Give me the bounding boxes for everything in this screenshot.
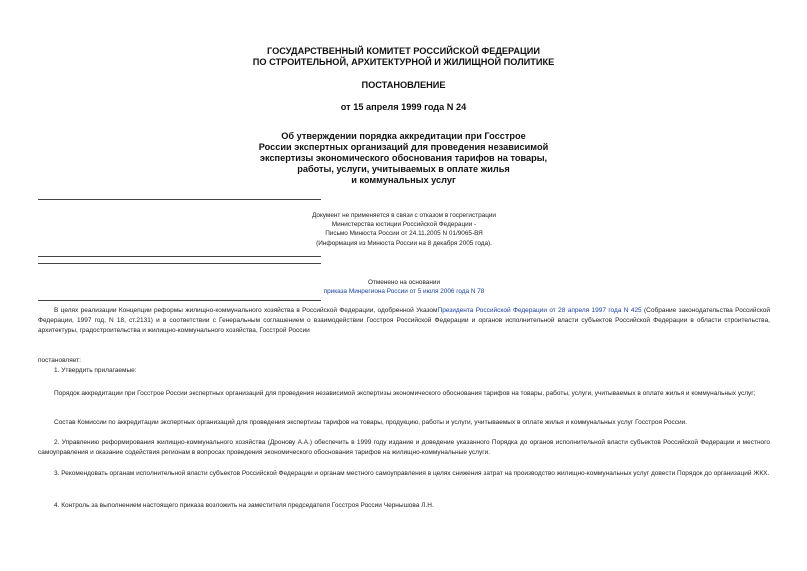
divider xyxy=(38,300,321,301)
item-1-procedure: Порядок аккредитации при Госстрое России экспертных организаций для проведения независимой экспертизы экономического обоснования тарифов на товары, работы, услуги, учитываемых в оплате жилья и коммунальных услуг; xyxy=(54,390,756,397)
status-note-line-3: Письмо Минюста России от 24.11.2005 N 01/9065-ВЯ xyxy=(325,230,483,238)
divider xyxy=(38,199,321,200)
resolves-label: постановляет: xyxy=(38,357,81,364)
issuer-line-2: ПО СТРОИТЕЛЬНОЙ, АРХИТЕКТУРНОЙ И ЖИЛИЩНОЙ ПОЛИТИКЕ xyxy=(252,57,555,67)
preamble-text-start: В целях реализации Концепции реформы жилищно-коммунального хозяйства в Российской Федерации, одобренной Указом xyxy=(54,307,438,314)
divider xyxy=(38,256,321,257)
status-note-line-2: Министерства юстиции Российской Федерации - xyxy=(331,221,477,229)
issuer-line-1: ГОСУДАРСТВЕННЫЙ КОМИТЕТ РОССИЙСКОЙ ФЕДЕРАЦИИ xyxy=(267,46,540,56)
cancel-note xyxy=(200,278,608,296)
divider xyxy=(38,263,321,264)
presidential-decree-link[interactable]: Президента Российской Федерации от 28 апреля 1997 года N 425 xyxy=(437,307,642,314)
item-3: 3. Рекомендовать органам исполнительной власти субъектов Российской Федерации и органам местного самоуправления в целях снижения затрат на производство жилищно-коммунальных услуг довести Порядок до организаций ЖКХ. xyxy=(54,470,770,477)
document-date-number: от 15 апреля 1999 года N 24 xyxy=(340,102,467,112)
item-4: 4. Контроль за выполнением настоящего приказа возложить на заместителя председателя Госстроя России Чернышова Л.Н. xyxy=(54,502,434,509)
status-note-line-1: Документ не применяется в связи с отказом в госрегистрации xyxy=(311,212,497,219)
status-note-line-4: (Информация из Минюста России на 8 декабря 2005 года). xyxy=(316,239,492,247)
title-line-4: работы, услуги, учитываемых в оплате жилья xyxy=(297,164,510,174)
preamble-text-end: (Собрание законодательства Российской Федерации, 1997 год, N 18, ст.2131) и в соответствии с Генеральным соглашением о взаимодействии Госстроя Российской Федерации и органов исполнительной власти субъектов Российской Федерации в области строительства, архитектуры, градостроительства и жилищно-коммунального хозяйства, Госстрой России xyxy=(38,307,770,335)
title-line-1: Об утверждении порядка аккредитации при Госстрое xyxy=(281,131,526,141)
title-line-5: и коммунальных услуг xyxy=(351,175,456,185)
title-line-2: России экспертных организаций для проведения независимой xyxy=(258,142,549,152)
item-1: 1. Утвердить прилагаемые: xyxy=(54,367,137,374)
title-line-3: экспертизы экономического обоснования тарифов на товары, xyxy=(259,153,548,163)
document-type: ПОСТАНОВЛЕНИЕ xyxy=(361,80,446,90)
cancel-order-link[interactable]: приказа Минрегиона России от 5 июля 2006 года N 78 xyxy=(323,288,485,296)
cancel-note-text: Отменено на основании xyxy=(367,279,441,286)
status-note xyxy=(200,211,608,248)
item-1-commission: Состав Комиссии по аккредитации экспертных организаций для проведения экспертизы тарифов на товары, продукцию, работы и услуги, учитываемых в оплате жилья и коммунальных услуг Госстроя России. xyxy=(54,419,688,426)
item-2: 2. Управлению реформирования жилищно-коммунального хозяйства (Дронову А.А.) обеспечить в 1999 году издание и доведение указанного Порядка до органов исполнительной власти субъектов Российской Федерации и местного самоуправления и оказание содействия регионам в вопросах проведения экономического обоснования тарифов на жилищно-коммунальные услуги. xyxy=(38,439,770,457)
preamble-paragraph xyxy=(38,306,770,337)
